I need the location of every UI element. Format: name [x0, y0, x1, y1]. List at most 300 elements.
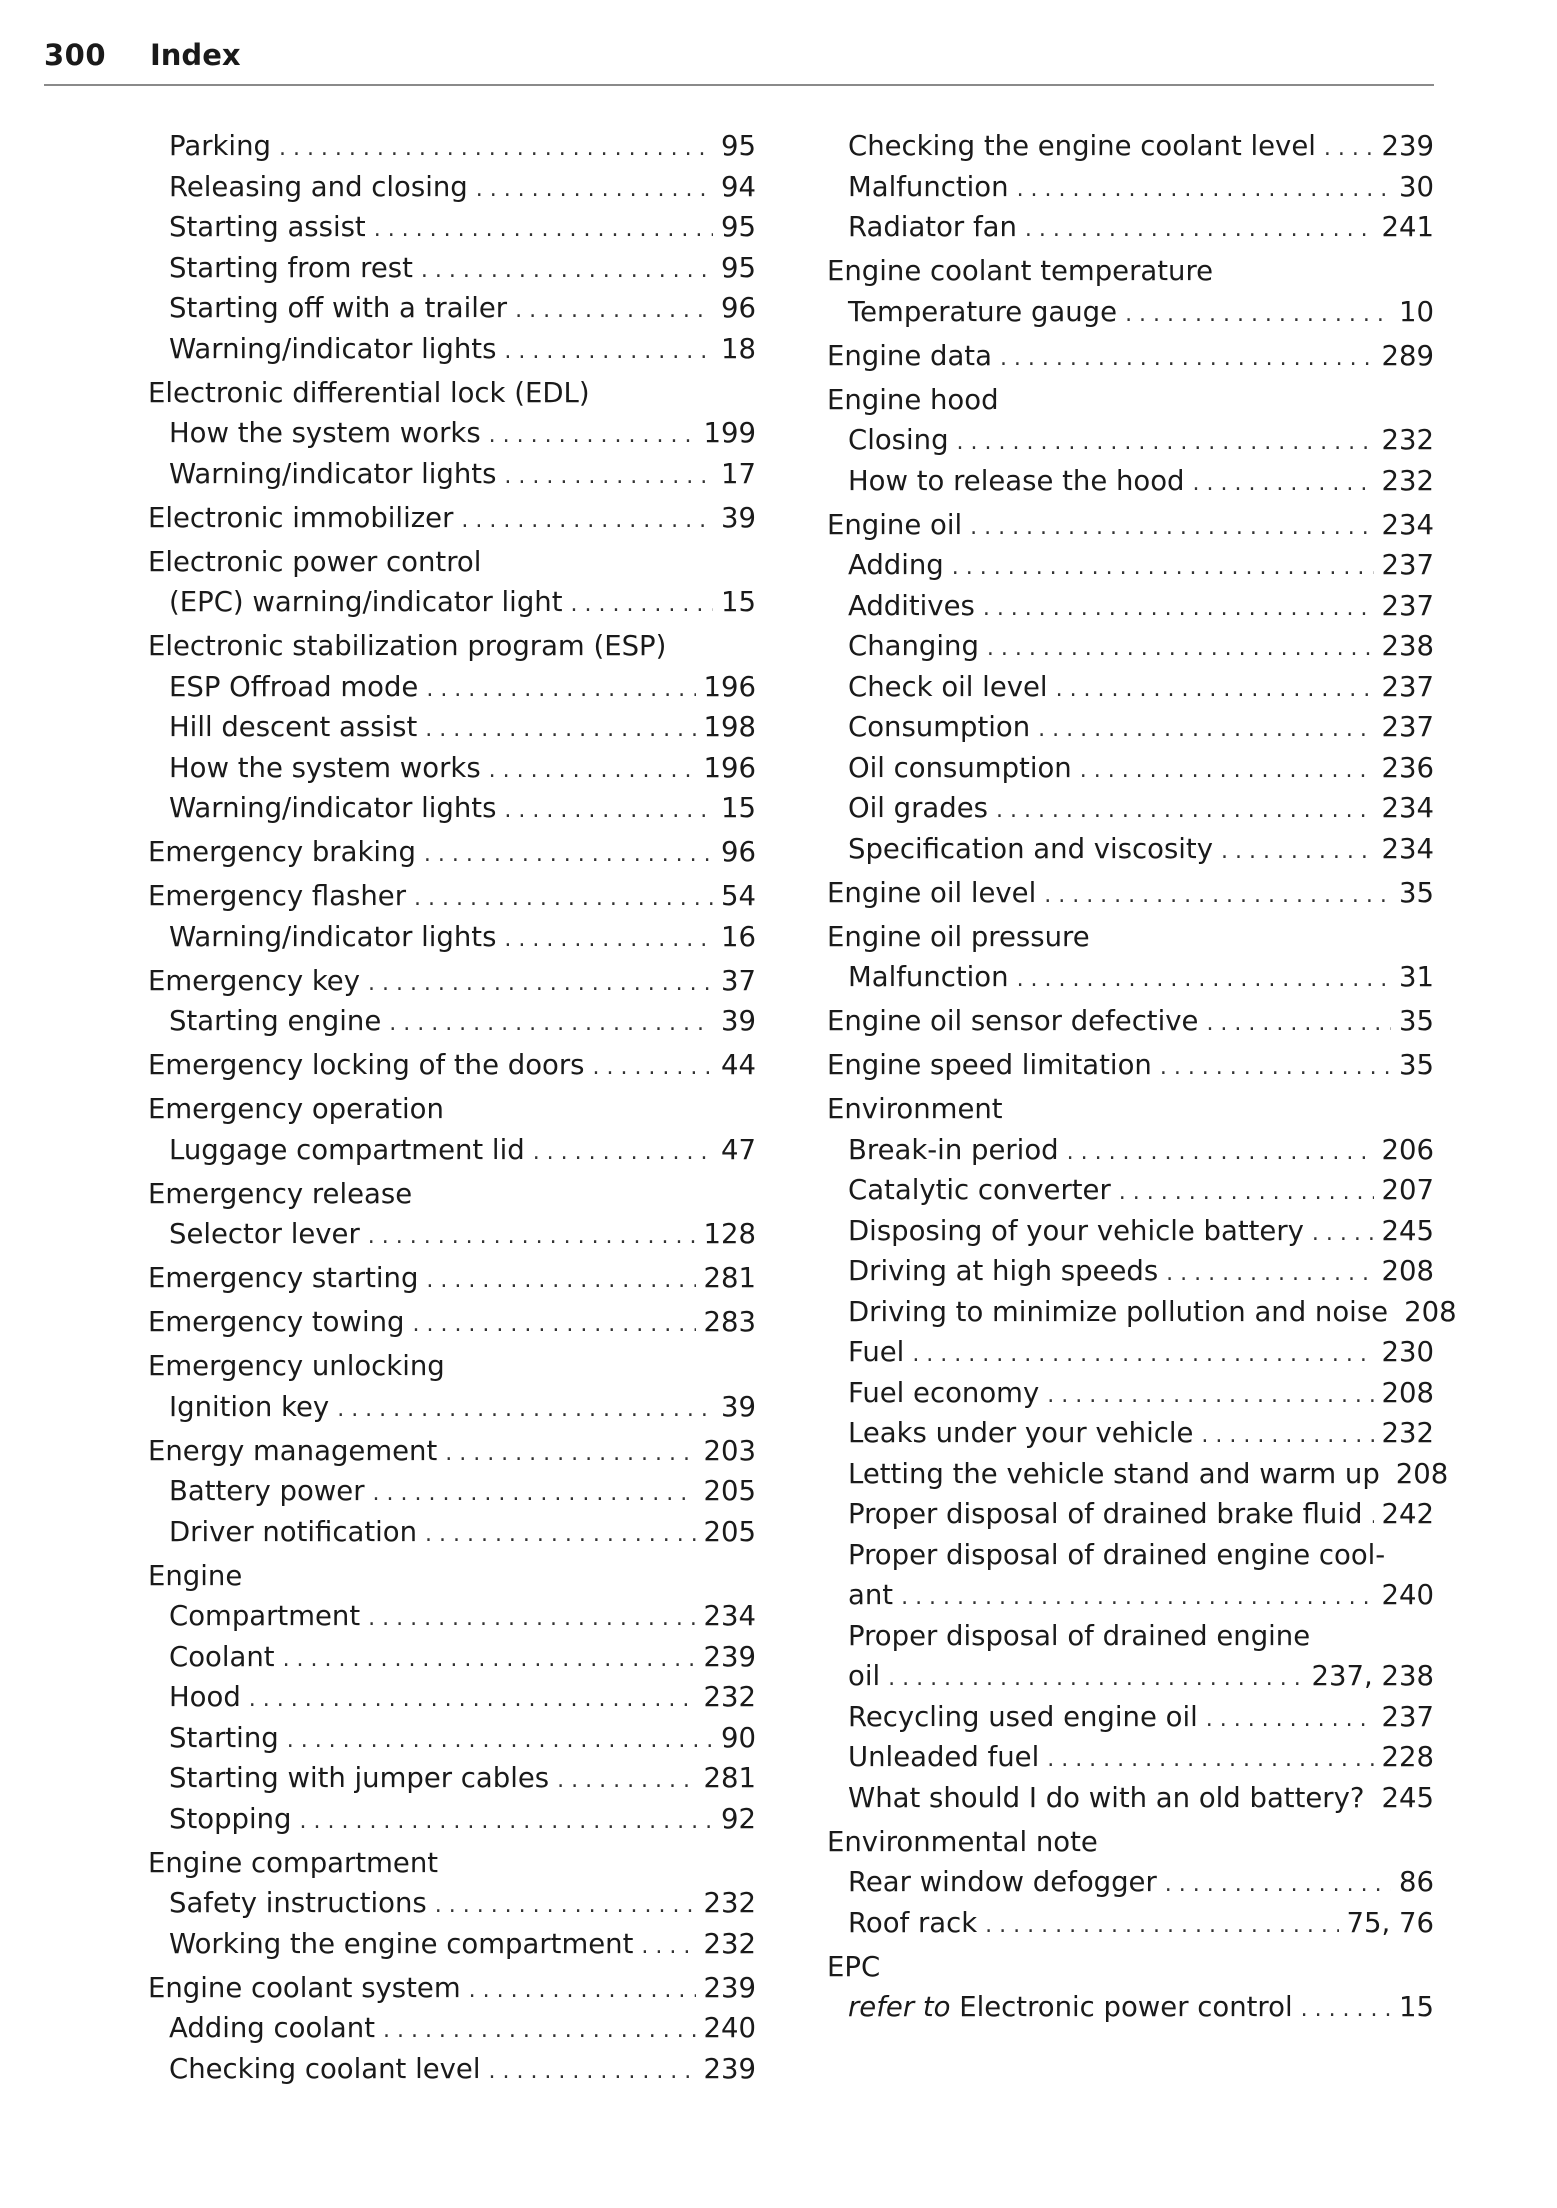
index-subentry [827, 586, 1434, 627]
entry-text: Electronic immobilizer [148, 501, 454, 534]
index-subentry [827, 1737, 1434, 1778]
entry-text: Proper disposal of drained engine cool- [848, 1538, 1386, 1571]
dot-leader [374, 210, 713, 251]
index-subentry [148, 1387, 756, 1428]
page-reference: 238 [1381, 630, 1434, 662]
page-reference: 92 [721, 1802, 756, 1835]
index-entry [148, 1843, 756, 1884]
page-reference: 241 [1381, 211, 1434, 243]
entry-text: Fuel [848, 1336, 905, 1368]
dot-leader [987, 629, 1374, 670]
dot-leader [414, 879, 713, 920]
entry-text: Working the engine compartment [169, 1927, 634, 1960]
entry-text: Warning/indicator lights [169, 792, 497, 824]
entry-text: Emergency unlocking [148, 1350, 445, 1382]
entry-text: Proper disposal of drained engine [848, 1619, 1311, 1652]
page-reference: 17 [721, 457, 756, 490]
entry-text: Consumption [848, 711, 1031, 743]
page-reference: 208 [1381, 1376, 1434, 1409]
entry-text: Parking [169, 130, 271, 162]
entry-text: Leaks under your vehicle [848, 1417, 1194, 1449]
dot-leader [373, 1474, 696, 1515]
dot-leader [469, 1971, 696, 2012]
entry-text: Starting with jumper cables [169, 1762, 550, 1794]
dot-leader [425, 1515, 695, 1556]
page-reference: 18 [721, 332, 756, 365]
index-subentry [148, 1883, 756, 1924]
entry-text: Driving at high speeds [848, 1255, 1159, 1287]
index-entry [827, 1822, 1434, 1863]
entry-text: Driver notification [169, 1515, 418, 1548]
entry-text: Malfunction [848, 170, 1009, 203]
entry-text: Starting [169, 1721, 279, 1754]
entry-text: Hood [169, 1681, 241, 1713]
page-reference: 289 [1381, 339, 1434, 372]
cross-reference-prefix: refer to [848, 1991, 951, 2023]
entry-text: Emergency braking [148, 836, 416, 868]
entry-text: Emergency flasher [148, 880, 407, 912]
page-reference: 232 [703, 1681, 756, 1713]
entry-text: Starting engine [169, 1005, 382, 1037]
index-subentry [827, 626, 1434, 667]
index-subentry [148, 126, 756, 167]
index-subentry [827, 1454, 1449, 1495]
index-subentry [148, 667, 756, 708]
entry-text: Emergency key [148, 964, 360, 997]
dot-leader [368, 1599, 695, 1640]
page-reference: 232 [1381, 1417, 1434, 1449]
dot-leader [515, 291, 713, 332]
dot-leader [1165, 1865, 1391, 1906]
page-reference: 205 [703, 1515, 756, 1548]
entry-text: Battery power [169, 1475, 365, 1507]
index-subentry [148, 288, 756, 329]
dot-leader [426, 670, 695, 711]
page-reference: 234 [1381, 508, 1434, 541]
page-reference: 96 [721, 292, 756, 324]
dot-leader [279, 129, 713, 170]
index-entry [148, 1431, 756, 1472]
page-reference: 281 [703, 1762, 756, 1794]
entry-text: Specification and viscosity [848, 832, 1213, 865]
index-subentry [148, 1596, 756, 1637]
page-reference: 15 [721, 586, 756, 618]
entry-text: Compartment [169, 1600, 361, 1632]
entry-text: Recycling used engine oil [848, 1700, 1198, 1733]
index-subentry [827, 1778, 1434, 1819]
page-reference: 206 [1381, 1133, 1434, 1166]
dot-leader [1044, 876, 1391, 917]
entry-text: Emergency release [148, 1177, 413, 1210]
dot-leader [489, 416, 696, 457]
entry-text: Electronic differential lock (EDL) [148, 376, 590, 409]
index-subentry [148, 1718, 756, 1759]
page-reference: 228 [1381, 1741, 1434, 1773]
entry-text: Emergency locking of the doors [148, 1049, 585, 1081]
index-subentry [148, 1214, 756, 1255]
dot-leader [1067, 1133, 1374, 1174]
index-entry [148, 832, 756, 873]
dot-leader [424, 835, 713, 876]
index-entry [827, 917, 1434, 958]
page-reference: 35 [1399, 1049, 1434, 1081]
index-subentry [148, 582, 756, 623]
entry-text: Rear window defogger [848, 1866, 1157, 1898]
dot-leader [249, 1680, 696, 1721]
page-reference: 240 [1381, 1579, 1434, 1611]
entry-text: Emergency starting [148, 1262, 419, 1294]
entry-text: ESP Offroad mode [169, 670, 419, 703]
index-entry [148, 1302, 756, 1343]
entry-text: Break-in period [848, 1133, 1059, 1166]
page-header [44, 38, 1434, 86]
cross-reference-target: Electronic power control [959, 1991, 1293, 2023]
entry-text: Starting assist [169, 211, 366, 243]
index-subentry [148, 1924, 756, 1965]
entry-text: Starting off with a trailer [169, 292, 508, 324]
entry-text: Temperature gauge [848, 295, 1118, 328]
dot-leader [1193, 464, 1374, 505]
dot-leader [435, 1886, 696, 1927]
page-reference: 39 [721, 1390, 756, 1423]
page-reference: 15 [721, 792, 756, 824]
dot-leader [1324, 129, 1374, 170]
index-subentry [827, 420, 1434, 461]
page-reference: 239 [703, 1640, 756, 1673]
entry-text: Engine [148, 1559, 243, 1592]
dot-leader [996, 791, 1374, 832]
entry-text: Engine hood [827, 383, 999, 416]
index-subentry [148, 1130, 756, 1171]
entry-text: Electronic stabilization program (ESP) [148, 630, 667, 662]
index-subentry [148, 1637, 756, 1678]
index-subentry [148, 707, 756, 748]
index-subentry [827, 1575, 1434, 1616]
page-reference: 94 [721, 170, 756, 203]
entry-text: Emergency towing [148, 1306, 405, 1338]
page-reference: 35 [1399, 1005, 1434, 1037]
entry-text: Luggage compartment lid [169, 1133, 525, 1166]
entry-text: Warning/indicator lights [169, 457, 497, 490]
page-reference: 75, 76 [1346, 1906, 1434, 1939]
index-column-left [148, 126, 756, 2089]
dot-leader [476, 170, 713, 211]
index-subentry [827, 957, 1434, 998]
index-subentry [148, 2008, 756, 2049]
dot-leader [1080, 751, 1374, 792]
page-reference: 237 [1381, 670, 1434, 703]
index-entry [827, 1089, 1434, 1130]
dot-leader [983, 589, 1374, 630]
page-reference: 208 [1404, 1295, 1457, 1328]
entry-text: Oil consumption [848, 751, 1072, 784]
index-subentry [827, 707, 1434, 748]
index-column-right [827, 126, 1457, 2028]
index-subentry [827, 1862, 1434, 1903]
entry-text: Energy management [148, 1434, 438, 1467]
dot-leader [912, 1335, 1373, 1376]
index-subentry [148, 917, 756, 958]
index-subentry [148, 167, 756, 208]
page-reference: 44 [721, 1049, 756, 1081]
entry-text: Emergency operation [148, 1093, 444, 1125]
index-subentry [827, 292, 1434, 333]
entry-text: Releasing and closing [169, 170, 468, 203]
index-entry [148, 1174, 756, 1215]
page-reference: 208 [1395, 1457, 1449, 1490]
entry-text: What should I do with an old battery? [848, 1781, 1365, 1814]
index-subentry [827, 1170, 1434, 1211]
dot-leader [383, 2011, 696, 2052]
page-reference: 47 [721, 1133, 756, 1166]
page-reference: 199 [703, 417, 756, 449]
index-entry [827, 505, 1434, 546]
entry-text: (EPC) warning/indicator light [169, 586, 563, 618]
entry-text: Engine compartment [148, 1846, 439, 1879]
index-subentry [827, 1656, 1434, 1697]
index-subentry [148, 1001, 756, 1042]
dot-leader [504, 457, 713, 498]
entry-text: Stopping [169, 1802, 292, 1835]
entry-text: Closing [848, 424, 949, 456]
index-entry [148, 1045, 756, 1086]
entry-text: Environment [827, 1093, 1003, 1125]
index-subentry [148, 1471, 756, 1512]
index-subentry [148, 1512, 756, 1553]
index-subentry [827, 545, 1434, 586]
page-reference: 196 [703, 751, 756, 784]
dot-leader [337, 1390, 713, 1431]
page-reference: 203 [703, 1434, 756, 1467]
dot-leader [504, 332, 713, 373]
index-entry [148, 542, 756, 583]
entry-text: Engine oil [827, 508, 963, 541]
entry-text: Engine oil pressure [827, 920, 1090, 953]
page-reference: 237 [1381, 549, 1434, 581]
entry-text: Environmental note [827, 1825, 1098, 1858]
entry-text: How to release the hood [848, 464, 1185, 497]
dot-leader [1017, 960, 1391, 1001]
index-entry [148, 1556, 756, 1597]
dot-leader [1125, 295, 1391, 336]
index-subentry [827, 1130, 1434, 1171]
entry-text: Warning/indicator lights [169, 920, 497, 953]
page-reference: 245 [1381, 1781, 1434, 1814]
page-reference: 232 [703, 1887, 756, 1919]
entry-text: Malfunction [848, 961, 1009, 993]
page-reference: 236 [1381, 751, 1434, 784]
index-entry [827, 873, 1434, 914]
page-reference: 198 [703, 711, 756, 743]
page-reference: 30 [1399, 170, 1434, 203]
dot-leader [421, 251, 713, 292]
entry-text: Driving to minimize pollution and noise [848, 1295, 1389, 1328]
index-subentry [827, 1697, 1434, 1738]
index-subentry [827, 1413, 1434, 1454]
page-reference: 245 [1381, 1214, 1434, 1247]
dot-leader [461, 501, 713, 542]
index-subentry [827, 167, 1434, 208]
entry-text: Hill descent assist [169, 711, 418, 743]
entry-text [848, 1987, 1301, 2028]
entry-text: Engine oil level [827, 876, 1037, 909]
entry-text: oil [848, 1660, 881, 1692]
entry-text: EPC [827, 1950, 881, 1983]
page-reference: 86 [1399, 1866, 1434, 1898]
entry-text: Adding coolant [169, 2012, 375, 2044]
entry-text: Proper disposal of drained brake fluid [848, 1498, 1363, 1530]
index-subentry [827, 1292, 1457, 1333]
page-reference: 208 [1381, 1255, 1434, 1287]
dot-leader [641, 1927, 695, 1968]
index-entry [148, 1089, 756, 1130]
page-reference: 39 [721, 501, 756, 534]
page-reference: 239 [1381, 130, 1434, 162]
index-subentry [148, 248, 756, 289]
index-subentry [827, 829, 1434, 870]
page-reference: 207 [1381, 1174, 1434, 1206]
dot-leader [1312, 1214, 1374, 1255]
index-subentry [827, 1987, 1434, 2028]
index-entry [827, 380, 1434, 421]
page-reference: 10 [1399, 295, 1434, 328]
dot-leader [957, 423, 1374, 464]
page-reference: 237 [1381, 589, 1434, 622]
index-subentry [827, 1211, 1434, 1252]
dot-leader [389, 1004, 713, 1045]
entry-text: Oil grades [848, 792, 988, 824]
index-subentry [827, 1616, 1434, 1657]
index-subentry [827, 1332, 1434, 1373]
dot-leader [287, 1721, 713, 1762]
page-reference: 230 [1381, 1336, 1434, 1368]
page-reference: 196 [703, 670, 756, 703]
page-reference: 234 [703, 1600, 756, 1632]
page-reference: 239 [703, 2052, 756, 2085]
dot-leader [368, 1217, 696, 1258]
page-reference: 35 [1399, 876, 1434, 909]
dot-leader [1221, 832, 1374, 873]
page-reference: 54 [721, 880, 756, 912]
section-title: Index [150, 38, 241, 72]
entry-text: Starting from rest [169, 251, 413, 284]
entry-text: Engine coolant system [148, 1971, 461, 2004]
page-reference: 234 [1381, 832, 1434, 865]
dot-leader [557, 1761, 695, 1802]
dot-leader [970, 508, 1373, 549]
page-reference: 232 [1381, 424, 1434, 456]
entry-text: Engine speed limitation [827, 1049, 1152, 1081]
index-subentry [148, 413, 756, 454]
entry-text: Roof rack [848, 1906, 978, 1939]
index-subentry [148, 788, 756, 829]
entry-text: Changing [848, 630, 979, 662]
entry-text: Check oil level [848, 670, 1048, 703]
page-reference: 39 [721, 1005, 756, 1037]
dot-leader [1206, 1700, 1374, 1741]
dot-leader [1017, 170, 1391, 211]
page-reference: 283 [703, 1306, 756, 1338]
dot-leader [412, 1305, 695, 1346]
dot-leader [1038, 710, 1373, 751]
dot-leader [445, 1434, 695, 1475]
dot-leader [368, 964, 713, 1005]
index-entry [827, 336, 1434, 377]
page-reference: 205 [703, 1475, 756, 1507]
dot-leader [425, 710, 695, 751]
entry-text: Coolant [169, 1640, 275, 1673]
index-subentry [148, 748, 756, 789]
entry-text: Letting the vehicle stand and warm up [848, 1457, 1380, 1490]
entry-text: Disposing of your vehicle battery [848, 1214, 1304, 1247]
index-entry [148, 626, 756, 667]
index-subentry [827, 748, 1434, 789]
entry-text: ant [848, 1579, 894, 1611]
page-reference: 96 [721, 836, 756, 868]
page-reference: 237 [1381, 1700, 1434, 1733]
dot-leader [1119, 1173, 1374, 1214]
entry-text: Additives [848, 589, 975, 622]
index-subentry [148, 454, 756, 495]
page-reference: 239 [703, 1971, 756, 2004]
index-entry [148, 1258, 756, 1299]
dot-leader [504, 920, 713, 961]
entry-text: Radiator fan [848, 211, 1017, 243]
index-subentry [827, 667, 1434, 708]
page-reference: 232 [703, 1927, 756, 1960]
index-entry [148, 1346, 756, 1387]
dot-leader [1047, 1740, 1373, 1781]
index-subentry [827, 207, 1434, 248]
index-subentry [827, 1251, 1434, 1292]
dot-leader [901, 1578, 1373, 1619]
page-reference: 90 [721, 1721, 756, 1754]
dot-leader [1201, 1416, 1373, 1457]
index-subentry [148, 2049, 756, 2090]
entry-text: How the system works [169, 751, 481, 784]
dot-leader [426, 1261, 695, 1302]
index-subentry [148, 1758, 756, 1799]
index-entry [827, 1001, 1434, 1042]
index-subentry [827, 1903, 1434, 1944]
page-reference: 242 [1381, 1498, 1434, 1530]
page-reference: 237, 238 [1311, 1660, 1434, 1692]
dot-leader [1047, 1376, 1373, 1417]
dot-leader [952, 548, 1374, 589]
index-subentry [827, 126, 1434, 167]
page-reference: 237 [1381, 711, 1434, 743]
index-subentry [827, 1535, 1434, 1576]
entry-text: Safety instructions [169, 1887, 427, 1919]
entry-text: Fuel economy [848, 1376, 1040, 1409]
dot-leader [504, 791, 713, 832]
dot-leader [592, 1048, 713, 1089]
page-reference: 240 [703, 2012, 756, 2044]
page-reference: 15 [1399, 1991, 1434, 2023]
dot-leader [489, 751, 696, 792]
page-reference: 281 [703, 1262, 756, 1294]
index-entry [148, 961, 756, 1002]
index-subentry [827, 788, 1434, 829]
entry-text: Selector lever [169, 1218, 360, 1250]
page-reference: 95 [721, 211, 756, 243]
index-subentry [827, 461, 1434, 502]
page-number: 300 [44, 38, 107, 72]
entry-text: Unleaded fuel [848, 1741, 1040, 1773]
entry-text: Warning/indicator lights [169, 332, 497, 365]
index-subentry [148, 1677, 756, 1718]
page-reference: 234 [1381, 792, 1434, 824]
